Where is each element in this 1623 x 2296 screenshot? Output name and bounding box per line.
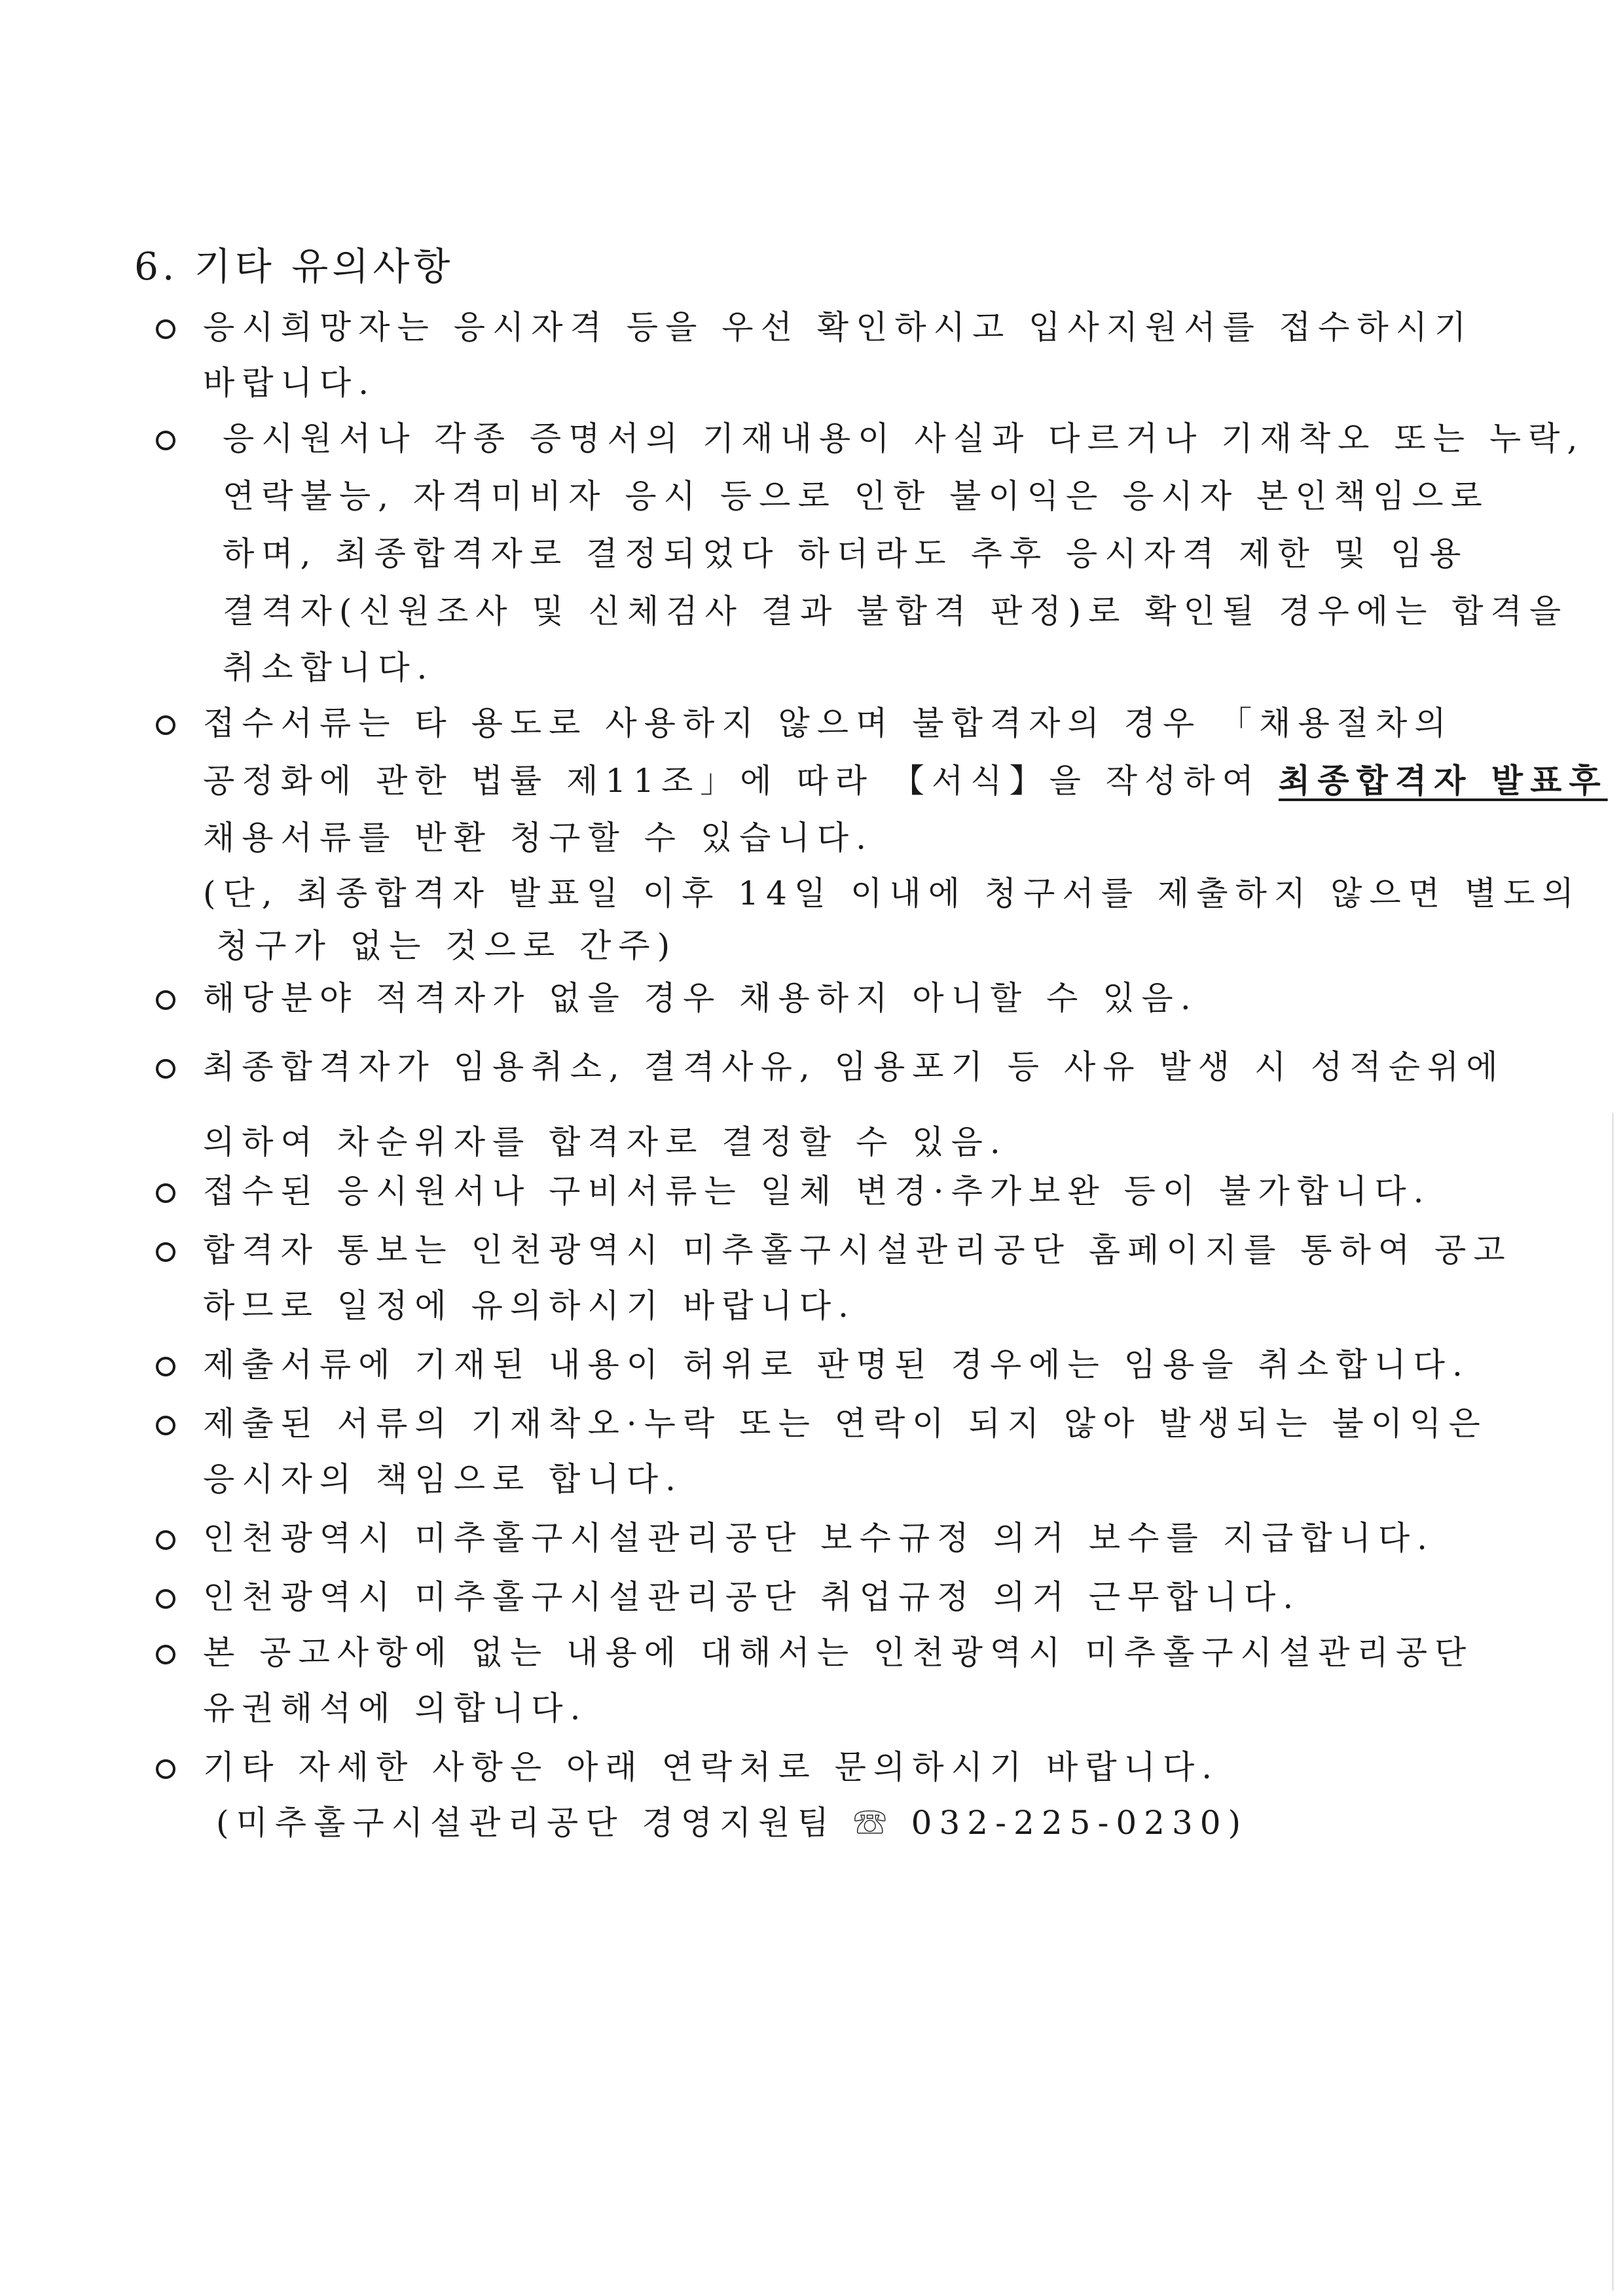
notice-line: 제출서류에 기재된 내용이 허위로 판명된 경우에는 임용을 취소합니다. bbox=[203, 1346, 1470, 1384]
circle-bullet-icon bbox=[156, 1589, 175, 1609]
notice-line: 해당분야 적격자가 없을 경우 채용하지 아니할 수 있음. bbox=[203, 979, 1198, 1017]
notice-line: 채용서류를 반환 청구할 수 있습니다. bbox=[203, 819, 873, 857]
notice-line: 합격자 통보는 인천광역시 미추홀구시설관리공단 홈페이지를 통하여 공고 bbox=[203, 1231, 1512, 1269]
notice-line: 연락불능, 자격미비자 응시 등으로 인한 불이익은 응시자 본인책임으로 bbox=[223, 477, 1489, 515]
circle-bullet-icon bbox=[156, 431, 175, 450]
notice-line: 취소합니다. bbox=[223, 649, 435, 687]
scan-edge-shadow bbox=[1612, 1113, 1614, 2291]
notice-line: 의하여 차순위자를 합격자로 결정할 수 있음. bbox=[203, 1123, 1008, 1161]
circle-bullet-icon bbox=[156, 1645, 175, 1664]
notice-line: 응시희망자는 응시자격 등을 우선 확인하시고 입사지원서를 접수하시기 bbox=[203, 308, 1474, 346]
notice-line: 접수서류는 타 용도로 사용하지 않으며 불합격자의 경우 「채용절차의 bbox=[203, 704, 1453, 742]
notice-line: 응시자의 책임으로 합니다. bbox=[203, 1460, 683, 1498]
circle-bullet-icon bbox=[156, 1059, 175, 1079]
notice-line: 유권해석에 의합니다. bbox=[203, 1689, 588, 1727]
circle-bullet-icon bbox=[156, 1357, 175, 1376]
notice-line: 접수된 응시원서나 구비서류는 일체 변경·추가보완 등이 불가합니다. bbox=[203, 1172, 1431, 1210]
notice-line: 응시원서나 각종 증명서의 기재내용이 사실과 다르거나 기재착오 또는 누락, bbox=[223, 420, 1585, 457]
contact-line: (미추홀구시설관리공단 경영지원팀 ☏ 032-225-0230) bbox=[216, 1804, 1249, 1842]
notice-line-text: 공정화에 관한 법률 제11조」에 따라 【서식】을 작성하여 bbox=[203, 762, 1279, 800]
notice-line: 최종합격자가 임용취소, 결격사유, 임용포기 등 사유 발생 시 성적순위에 bbox=[203, 1048, 1505, 1086]
notice-line: 기타 자세한 사항은 아래 연락처로 문의하시기 바랍니다. bbox=[203, 1748, 1220, 1786]
notice-line: 결격자(신원조사 및 신체검사 결과 불합격 판정)로 확인될 경우에는 합격을 bbox=[223, 592, 1569, 630]
notice-line: 청구가 없는 것으로 간주) bbox=[216, 927, 678, 965]
notice-line: 하므로 일정에 유의하시기 바랍니다. bbox=[203, 1287, 856, 1325]
notice-line: 인천광역시 미추홀구시설관리공단 취업규정 의거 근무합니다. bbox=[203, 1578, 1301, 1616]
notice-line: 제출된 서류의 기재착오·누락 또는 연락이 되지 않아 발생되는 불이익은 bbox=[203, 1405, 1487, 1443]
circle-bullet-icon bbox=[156, 1416, 175, 1435]
section-heading: 6. 기타 유의사항 bbox=[134, 244, 454, 289]
notice-line: 본 공고사항에 없는 내용에 대해서는 인천광역시 미추홀구시설관리공단 bbox=[203, 1634, 1474, 1672]
circle-bullet-icon bbox=[156, 1183, 175, 1203]
emphasis-underlined: 최종합격자 발표후 bbox=[1278, 761, 1608, 800]
circle-bullet-icon bbox=[156, 1530, 175, 1550]
circle-bullet-icon bbox=[156, 715, 175, 735]
notice-line: (단, 최종합격자 발표일 이후 14일 이내에 청구서를 제출하지 않으면 별도의 bbox=[203, 874, 1581, 912]
notice-line bbox=[203, 761, 1608, 800]
circle-bullet-icon bbox=[156, 319, 175, 339]
notice-line: 하며, 최종합격자로 결정되었다 하더라도 추후 응시자격 제한 및 임용 bbox=[223, 535, 1468, 573]
notice-line: 인천광역시 미추홀구시설관리공단 보수규정 의거 보수를 지급합니다. bbox=[203, 1519, 1435, 1557]
circle-bullet-icon bbox=[156, 1242, 175, 1262]
circle-bullet-icon bbox=[156, 1759, 175, 1779]
notice-line: 바랍니다. bbox=[203, 364, 376, 402]
circle-bullet-icon bbox=[156, 990, 175, 1010]
